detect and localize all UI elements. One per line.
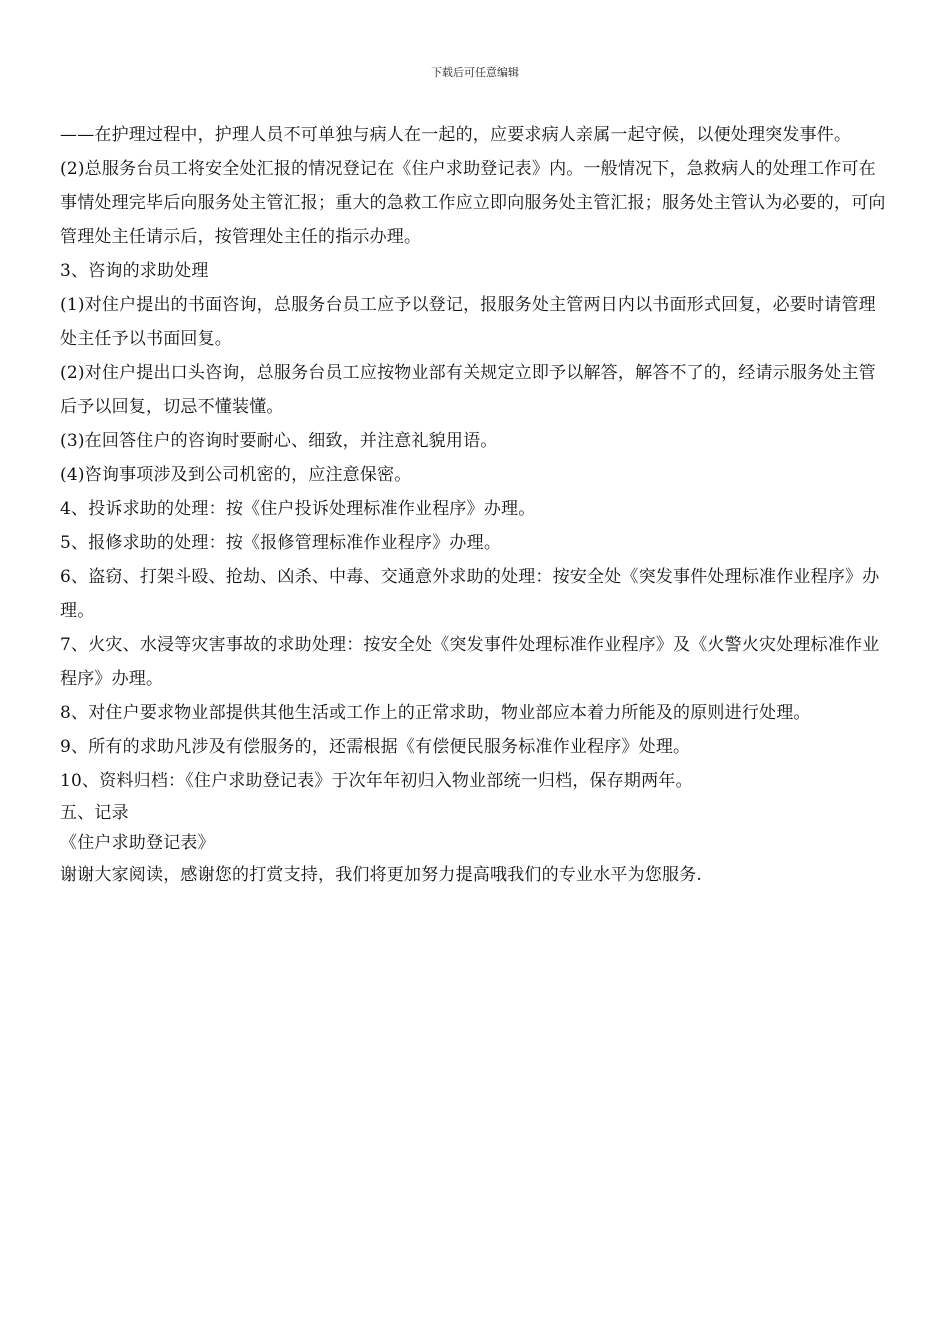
paragraph-emergency-incidents: 6、盗窃、打架斗殴、抢劫、凶杀、中毒、交通意外求助的处理：按安全处《突发事件处理标准作业程序》办理。 bbox=[60, 567, 880, 621]
paragraph-archiving: 10、资料归档：《住户求助登记表》于次年年初归入物业部统一归档，保存期两年。 bbox=[60, 771, 693, 791]
paragraph-written-consultation: (1)对住户提出的书面咨询，总服务台员工应予以登记，报服务处主管两日内以书面形式回复，必要时请管理处主任予以书面回复。 bbox=[60, 295, 876, 349]
paragraph-nursing-escort: ——在护理过程中，护理人员不可单独与病人在一起的，应要求病人亲属一起守候，以便处理突发事件。 bbox=[60, 125, 852, 145]
section-heading-consultation: 3、咨询的求助处理 bbox=[60, 261, 209, 281]
page-header-note: 下载后可任意编辑 bbox=[431, 66, 519, 79]
paragraph-complaint-handling: 4、投诉求助的处理：按《住户投诉处理标准作业程序》办理。 bbox=[60, 499, 536, 519]
paragraph-confidentiality: (4)咨询事项涉及到公司机密的，应注意保密。 bbox=[60, 465, 412, 485]
paragraph-patience-courtesy: (3)在回答住户的咨询时要耐心、细致，并注意礼貌用语。 bbox=[60, 431, 498, 451]
paragraph-record-form: 《住户求助登记表》 bbox=[60, 833, 215, 853]
paragraph-service-desk-registration: (2)总服务台员工将安全处汇报的情况登记在《住户求助登记表》内。一般情况下，急救病人的处理工作可在事情处理完毕后向服务处主管汇报；重大的急救工作应立即向服务处主管汇报；服务处主管认为必要的，可向管理处主任请示后，按管理处主任的指示办理。 bbox=[60, 159, 886, 247]
paragraph-general-assistance: 8、对住户要求物业部提供其他生活或工作上的正常求助，物业部应本着力所能及的原则进行处理。 bbox=[60, 703, 811, 723]
paragraph-thanks: 谢谢大家阅读，感谢您的打赏支持，我们将更加努力提高哦我们的专业水平为您服务. bbox=[60, 865, 703, 885]
section-heading-records: 五、记录 bbox=[60, 803, 129, 823]
paragraph-repair-handling: 5、报修求助的处理：按《报修管理标准作业程序》办理。 bbox=[60, 533, 502, 553]
paragraph-paid-services: 9、所有的求助凡涉及有偿服务的，还需根据《有偿便民服务标准作业程序》处理。 bbox=[60, 737, 691, 757]
paragraph-verbal-consultation: (2)对住户提出口头咨询，总服务台员工应按物业部有关规定立即予以解答，解答不了的，经请示服务处主管后予以回复，切忌不懂装懂。 bbox=[60, 363, 876, 417]
paragraph-disaster-handling: 7、火灾、水浸等灾害事故的求助处理：按安全处《突发事件处理标准作业程序》及《火警火灾处理标准作业程序》办理。 bbox=[60, 635, 880, 689]
document-body bbox=[60, 118, 890, 892]
